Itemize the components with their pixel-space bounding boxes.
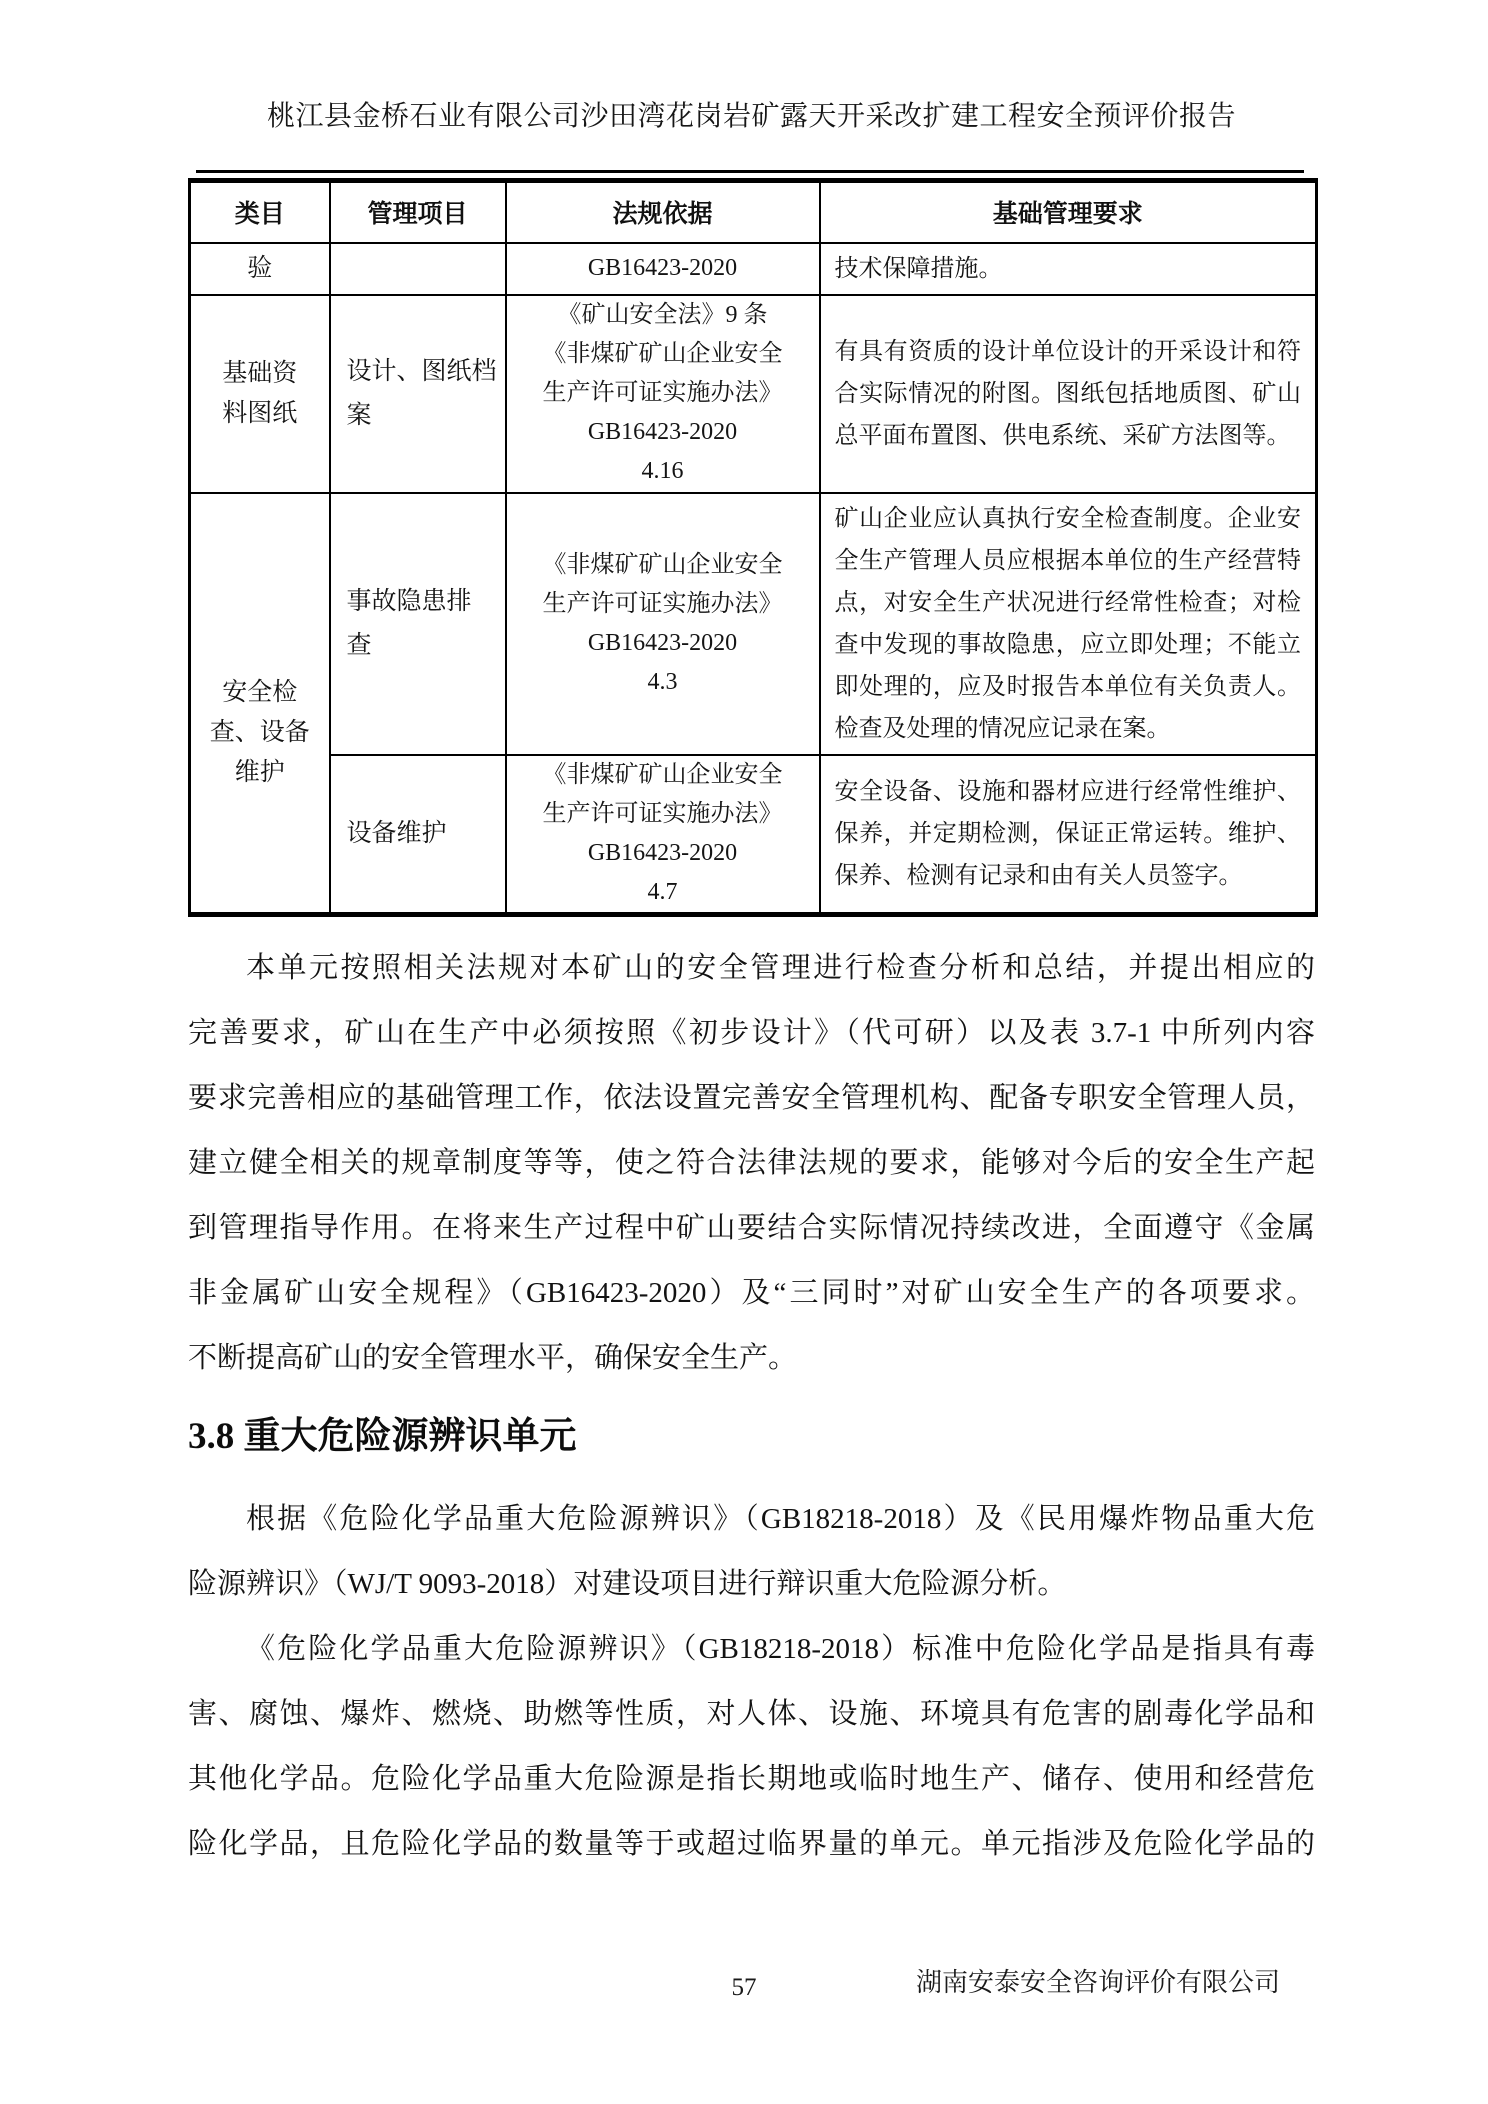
cell-line: GB16423-2020: [587, 255, 738, 281]
col-header-requirement: 基础管理要求: [820, 181, 1317, 243]
cell-line: 4.7: [647, 878, 678, 905]
cell-line: 生产许可证实施办法》: [542, 800, 783, 827]
cell-line: GB16423-2020: [587, 629, 738, 656]
paragraph-line: 不断提高矿山的安全管理水平，确保安全生产。: [188, 1342, 798, 1374]
col-header-category: 类目: [190, 181, 330, 243]
requirement-cell: 有具有资质的设计单位设计的开采设计和符合实际情况的附图。图纸包括地质图、矿山总平面布置图、供电系统、采矿方法图等。: [820, 295, 1317, 493]
footer-company-name: 湖南安泰安全咨询评价有限公司: [915, 1968, 1280, 1997]
cell-line: 4.3: [647, 668, 678, 695]
paragraph-line: 险化学品，且危险化学品的数量等于或超过临界量的单元。单元指涉及危险化学品的: [188, 1828, 1315, 1860]
cell-line: 基础资: [222, 359, 298, 387]
cell-line: 维护: [234, 758, 285, 786]
cell-line: GB16423-2020: [587, 839, 738, 866]
item-cell: [330, 755, 506, 915]
col-header-basis: 法规依据: [506, 181, 820, 243]
cell-line: 生产许可证实施办法》: [542, 590, 783, 617]
requirement-cell: 矿山企业应认真执行安全检查制度。企业安全生产管理人员应根据本单位的生产经营特点，对安全生产状况进行经常性检查；对检查中发现的事故隐患，应立即处理；不能立即处理的，应及时报告本单位有关负责人。检查及处理的情况应记录在案。: [820, 493, 1317, 755]
category-cell-merged: [190, 493, 330, 915]
basis-cell: [506, 755, 820, 915]
basis-cell: [506, 243, 820, 295]
basis-cell: [506, 493, 820, 755]
requirement-cell: 技术保障措施。: [820, 243, 1317, 295]
paragraph-line: 险源辨识》（WJ/T 9093-2018）对建设项目进行辩识重大危险源分析。: [188, 1568, 1067, 1600]
paragraph-line: 害、腐蚀、爆炸、燃烧、助燃等性质，对人体、设施、环境具有危害的剧毒化学品和: [188, 1698, 1315, 1730]
paragraph-hazard-definition: [188, 1617, 1315, 1877]
requirement-cell: 安全设备、设施和器材应进行经常性维护、保养，并定期检测，保证正常运转。维护、保养、检测有记录和由有关人员签字。: [820, 755, 1317, 915]
table-row-hazard-inspection: [190, 493, 1317, 755]
cell-line: 设备维护: [346, 819, 447, 847]
cell-line: 验: [247, 254, 273, 282]
table-header-row: [190, 181, 1317, 243]
paragraph-identification-basis: [188, 1487, 1315, 1617]
paragraph-line: 建立健全相关的规章制度等等，使之符合法律法规的要求，能够对今后的安全生产起: [188, 1147, 1315, 1179]
cell-line: 安全检: [222, 678, 298, 706]
item-cell: [330, 493, 506, 755]
basis-cell: [506, 295, 820, 493]
paragraph-line: 要求完善相应的基础管理工作，依法设置完善安全管理机构、配备专职安全管理人员，: [188, 1082, 1315, 1114]
paragraph-line: 非金属矿山安全规程》（GB16423-2020）及“三同时”对矿山安全生产的各项要求。: [188, 1277, 1315, 1309]
cell-line: 案: [346, 401, 372, 429]
table-row-equipment-maintenance: [190, 755, 1317, 915]
cell-line: 查: [346, 631, 372, 659]
header-rule: [196, 170, 1304, 173]
cell-line: 《非煤矿矿山企业安全: [542, 341, 783, 367]
page-header-title: 桃江县金桥石业有限公司沙田湾花岗岩矿露天开采改扩建工程安全预评价报告: [266, 101, 1236, 132]
table-row-acceptance: [190, 243, 1317, 295]
cell-line: 《非煤矿矿山企业安全: [542, 551, 783, 578]
cell-line: GB16423-2020: [587, 419, 738, 445]
management-requirements-table: [188, 178, 1318, 917]
item-cell: [330, 295, 506, 493]
cell-line: 设计、图纸档: [346, 357, 497, 385]
category-cell: [190, 295, 330, 493]
paragraph-line: 《危险化学品重大危险源辨识》（GB18218-2018）标准中危险化学品是指具有毒: [246, 1633, 1315, 1665]
cell-line: 生产许可证实施办法》: [542, 380, 783, 406]
paragraph-line: 本单元按照相关法规对本矿山的安全管理进行检查分析和总结，并提出相应的: [246, 952, 1315, 984]
table-row-basic-drawings: [190, 295, 1317, 493]
cell-line: 《矿山安全法》9 条: [557, 302, 768, 328]
paragraph-line: 到管理指导作用。在将来生产过程中矿山要结合实际情况持续改进，全面遵守《金属: [188, 1212, 1315, 1244]
category-cell: [190, 243, 330, 295]
paragraph-line: 完善要求，矿山在生产中必须按照《初步设计》（代可研）以及表 3.7-1 中所列内容: [188, 1017, 1315, 1049]
section-heading-3-8: 3.8 重大危险源辨识单元: [188, 1416, 577, 1457]
cell-line: 事故隐患排: [346, 587, 472, 615]
cell-line: 查、设备: [209, 718, 310, 746]
paragraph-line: 根据《危险化学品重大危险源辨识》（GB18218-2018）及《民用爆炸物品重大危: [246, 1503, 1315, 1535]
paragraph-summary: [188, 936, 1315, 1391]
paragraph-line: 其他化学品。危险化学品重大危险源是指长期地或临时地生产、储存、使用和经营危: [188, 1763, 1315, 1795]
cell-line: 4.16: [641, 458, 684, 484]
col-header-item: 管理项目: [330, 181, 506, 243]
cell-line: 《非煤矿矿山企业安全: [542, 761, 783, 788]
footer-page-number: 57: [731, 1974, 757, 2001]
cell-line: 料图纸: [222, 399, 298, 427]
item-cell-empty: [330, 243, 506, 295]
